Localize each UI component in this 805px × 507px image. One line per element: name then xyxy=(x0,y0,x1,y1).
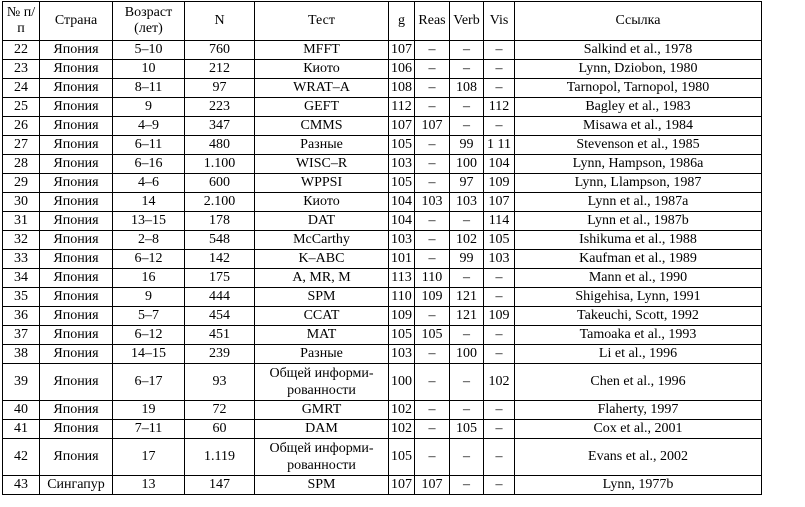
cell-test: Разные xyxy=(255,345,389,364)
cell-ref: Bagley et al., 1983 xyxy=(515,98,762,117)
cell-test: SPM xyxy=(255,476,389,495)
cell-n: 480 xyxy=(185,136,255,155)
cell-verb: – xyxy=(450,41,484,60)
cell-num: 24 xyxy=(3,79,40,98)
cell-reas: 105 xyxy=(415,326,450,345)
cell-g: 107 xyxy=(389,476,415,495)
cell-n: 1.100 xyxy=(185,155,255,174)
cell-g: 100 xyxy=(389,364,415,401)
cell-ref: Mann et al., 1990 xyxy=(515,269,762,288)
cell-country: Япония xyxy=(40,420,113,439)
cell-country: Япония xyxy=(40,98,113,117)
header-vis: Vis xyxy=(484,2,515,41)
cell-test: MAT xyxy=(255,326,389,345)
cell-g: 109 xyxy=(389,307,415,326)
cell-g: 103 xyxy=(389,345,415,364)
cell-reas: – xyxy=(415,60,450,79)
cell-country: Япония xyxy=(40,250,113,269)
cell-test: DAT xyxy=(255,212,389,231)
cell-vis: – xyxy=(484,41,515,60)
cell-vis: 112 xyxy=(484,98,515,117)
cell-test: CMMS xyxy=(255,117,389,136)
cell-n: 239 xyxy=(185,345,255,364)
cell-age: 6–12 xyxy=(113,250,185,269)
cell-age: 19 xyxy=(113,401,185,420)
table-row xyxy=(3,364,762,401)
cell-reas: – xyxy=(415,41,450,60)
table-row xyxy=(3,41,762,60)
cell-age: 14 xyxy=(113,193,185,212)
cell-reas: 110 xyxy=(415,269,450,288)
cell-ref: Lynn, 1977b xyxy=(515,476,762,495)
cell-reas: – xyxy=(415,212,450,231)
cell-age: 2–8 xyxy=(113,231,185,250)
cell-test: McCarthy xyxy=(255,231,389,250)
cell-verb: 103 xyxy=(450,193,484,212)
cell-verb: – xyxy=(450,326,484,345)
cell-num: 41 xyxy=(3,420,40,439)
cell-verb: 121 xyxy=(450,307,484,326)
cell-num: 26 xyxy=(3,117,40,136)
cell-n: 1.119 xyxy=(185,439,255,476)
cell-n: 2.100 xyxy=(185,193,255,212)
cell-test: Киото xyxy=(255,60,389,79)
cell-test: K–ABC xyxy=(255,250,389,269)
header-num: № п/п xyxy=(3,2,40,41)
cell-g: 105 xyxy=(389,136,415,155)
cell-ref: Kaufman et al., 1989 xyxy=(515,250,762,269)
header-verb: Verb xyxy=(450,2,484,41)
table-body xyxy=(3,41,762,495)
cell-num: 28 xyxy=(3,155,40,174)
cell-vis: – xyxy=(484,439,515,476)
cell-test: DAM xyxy=(255,420,389,439)
cell-ref: Li et al., 1996 xyxy=(515,345,762,364)
cell-test: MFFT xyxy=(255,41,389,60)
cell-test: CCAT xyxy=(255,307,389,326)
cell-g: 105 xyxy=(389,174,415,193)
cell-num: 22 xyxy=(3,41,40,60)
cell-country: Япония xyxy=(40,193,113,212)
cell-vis: – xyxy=(484,420,515,439)
cell-age: 6–12 xyxy=(113,326,185,345)
cell-age: 16 xyxy=(113,269,185,288)
cell-country: Япония xyxy=(40,307,113,326)
cell-verb: 121 xyxy=(450,288,484,307)
table-row xyxy=(3,174,762,193)
header-reas: Reas xyxy=(415,2,450,41)
cell-country: Япония xyxy=(40,326,113,345)
cell-verb: 105 xyxy=(450,420,484,439)
cell-age: 8–11 xyxy=(113,79,185,98)
cell-ref: Shigehisa, Lynn, 1991 xyxy=(515,288,762,307)
cell-verb: – xyxy=(450,476,484,495)
cell-reas: – xyxy=(415,364,450,401)
cell-vis: – xyxy=(484,269,515,288)
cell-test: GMRT xyxy=(255,401,389,420)
cell-age: 14–15 xyxy=(113,345,185,364)
cell-vis: – xyxy=(484,476,515,495)
cell-ref: Ishikuma et al., 1988 xyxy=(515,231,762,250)
cell-ref: Evans et al., 2002 xyxy=(515,439,762,476)
cell-verb: – xyxy=(450,212,484,231)
cell-num: 23 xyxy=(3,60,40,79)
cell-n: 72 xyxy=(185,401,255,420)
cell-g: 103 xyxy=(389,231,415,250)
cell-ref: Chen et al., 1996 xyxy=(515,364,762,401)
cell-test: SPM xyxy=(255,288,389,307)
cell-n: 93 xyxy=(185,364,255,401)
cell-num: 29 xyxy=(3,174,40,193)
cell-country: Япония xyxy=(40,269,113,288)
cell-num: 30 xyxy=(3,193,40,212)
cell-country: Япония xyxy=(40,439,113,476)
cell-reas: – xyxy=(415,174,450,193)
cell-country: Япония xyxy=(40,79,113,98)
cell-vis: 109 xyxy=(484,307,515,326)
cell-ref: Lynn et al., 1987a xyxy=(515,193,762,212)
cell-n: 454 xyxy=(185,307,255,326)
cell-reas: – xyxy=(415,401,450,420)
table-row xyxy=(3,326,762,345)
cell-g: 113 xyxy=(389,269,415,288)
header-row xyxy=(3,2,762,41)
cell-reas: 107 xyxy=(415,117,450,136)
cell-g: 110 xyxy=(389,288,415,307)
cell-vis: 114 xyxy=(484,212,515,231)
cell-verb: – xyxy=(450,269,484,288)
cell-ref: Takeuchi, Scott, 1992 xyxy=(515,307,762,326)
cell-age: 4–9 xyxy=(113,117,185,136)
table-row xyxy=(3,439,762,476)
cell-country: Япония xyxy=(40,41,113,60)
cell-g: 102 xyxy=(389,420,415,439)
cell-country: Япония xyxy=(40,364,113,401)
header-ref: Ссылка xyxy=(515,2,762,41)
cell-verb: 102 xyxy=(450,231,484,250)
cell-n: 600 xyxy=(185,174,255,193)
cell-vis: 1 11 xyxy=(484,136,515,155)
cell-vis: 102 xyxy=(484,364,515,401)
cell-age: 13 xyxy=(113,476,185,495)
cell-reas: – xyxy=(415,345,450,364)
cell-g: 102 xyxy=(389,401,415,420)
cell-ref: Flaherty, 1997 xyxy=(515,401,762,420)
cell-age: 6–16 xyxy=(113,155,185,174)
cell-reas: – xyxy=(415,98,450,117)
cell-test: Общей информи-рованности xyxy=(255,439,389,476)
cell-n: 212 xyxy=(185,60,255,79)
cell-verb: 100 xyxy=(450,345,484,364)
cell-age: 10 xyxy=(113,60,185,79)
cell-num: 32 xyxy=(3,231,40,250)
table-row xyxy=(3,307,762,326)
cell-n: 548 xyxy=(185,231,255,250)
cell-ref: Stevenson et al., 1985 xyxy=(515,136,762,155)
cell-num: 40 xyxy=(3,401,40,420)
cell-n: 175 xyxy=(185,269,255,288)
cell-country: Япония xyxy=(40,117,113,136)
cell-country: Япония xyxy=(40,155,113,174)
cell-reas: 109 xyxy=(415,288,450,307)
cell-g: 105 xyxy=(389,439,415,476)
header-test: Тест xyxy=(255,2,389,41)
cell-reas: – xyxy=(415,231,450,250)
table-row xyxy=(3,250,762,269)
cell-g: 107 xyxy=(389,117,415,136)
cell-age: 9 xyxy=(113,288,185,307)
cell-g: 105 xyxy=(389,326,415,345)
cell-num: 31 xyxy=(3,212,40,231)
cell-num: 39 xyxy=(3,364,40,401)
cell-verb: – xyxy=(450,60,484,79)
cell-vis: – xyxy=(484,79,515,98)
cell-ref: Cox et al., 2001 xyxy=(515,420,762,439)
cell-ref: Lynn, Hampson, 1986a xyxy=(515,155,762,174)
cell-age: 13–15 xyxy=(113,212,185,231)
table-row xyxy=(3,231,762,250)
cell-age: 9 xyxy=(113,98,185,117)
cell-n: 97 xyxy=(185,79,255,98)
cell-reas: 107 xyxy=(415,476,450,495)
cell-ref: Tarnopol, Tarnopol, 1980 xyxy=(515,79,762,98)
cell-g: 108 xyxy=(389,79,415,98)
cell-country: Сингапур xyxy=(40,476,113,495)
cell-ref: Lynn, Dziobon, 1980 xyxy=(515,60,762,79)
table-row xyxy=(3,269,762,288)
table-row xyxy=(3,117,762,136)
cell-verb: 99 xyxy=(450,136,484,155)
cell-ref: Tamoaka et al., 1993 xyxy=(515,326,762,345)
cell-test: WISC–R xyxy=(255,155,389,174)
header-country: Страна xyxy=(40,2,113,41)
cell-n: 347 xyxy=(185,117,255,136)
table-row xyxy=(3,476,762,495)
cell-ref: Misawa et al., 1984 xyxy=(515,117,762,136)
cell-n: 147 xyxy=(185,476,255,495)
table-row xyxy=(3,98,762,117)
cell-g: 104 xyxy=(389,193,415,212)
cell-reas: – xyxy=(415,155,450,174)
cell-vis: 103 xyxy=(484,250,515,269)
cell-verb: – xyxy=(450,117,484,136)
cell-test: Киото xyxy=(255,193,389,212)
header-g: g xyxy=(389,2,415,41)
table-container xyxy=(2,1,762,495)
cell-verb: – xyxy=(450,439,484,476)
cell-country: Япония xyxy=(40,401,113,420)
cell-reas: – xyxy=(415,307,450,326)
cell-test: WPPSI xyxy=(255,174,389,193)
cell-num: 33 xyxy=(3,250,40,269)
cell-country: Япония xyxy=(40,345,113,364)
table-row xyxy=(3,60,762,79)
cell-country: Япония xyxy=(40,136,113,155)
cell-n: 60 xyxy=(185,420,255,439)
cell-vis: 109 xyxy=(484,174,515,193)
cell-ref: Lynn, Llampson, 1987 xyxy=(515,174,762,193)
table-header xyxy=(3,2,762,41)
cell-num: 37 xyxy=(3,326,40,345)
iq-studies-table xyxy=(2,1,762,495)
table-row xyxy=(3,420,762,439)
cell-num: 25 xyxy=(3,98,40,117)
cell-reas: – xyxy=(415,439,450,476)
cell-verb: 100 xyxy=(450,155,484,174)
cell-reas: – xyxy=(415,79,450,98)
cell-age: 4–6 xyxy=(113,174,185,193)
cell-reas: 103 xyxy=(415,193,450,212)
cell-n: 760 xyxy=(185,41,255,60)
cell-n: 223 xyxy=(185,98,255,117)
cell-test: Общей информи-рованности xyxy=(255,364,389,401)
cell-verb: 99 xyxy=(450,250,484,269)
cell-verb: – xyxy=(450,401,484,420)
cell-verb: – xyxy=(450,364,484,401)
table-row xyxy=(3,401,762,420)
header-age: Возраст (лет) xyxy=(113,2,185,41)
cell-verb: 97 xyxy=(450,174,484,193)
cell-ref: Salkind et al., 1978 xyxy=(515,41,762,60)
cell-num: 42 xyxy=(3,439,40,476)
cell-reas: – xyxy=(415,136,450,155)
table-row xyxy=(3,155,762,174)
cell-age: 5–10 xyxy=(113,41,185,60)
cell-g: 107 xyxy=(389,41,415,60)
cell-num: 27 xyxy=(3,136,40,155)
cell-verb: – xyxy=(450,98,484,117)
table-row xyxy=(3,212,762,231)
cell-test: WRAT–A xyxy=(255,79,389,98)
cell-test: GEFT xyxy=(255,98,389,117)
cell-country: Япония xyxy=(40,174,113,193)
cell-age: 5–7 xyxy=(113,307,185,326)
cell-g: 103 xyxy=(389,155,415,174)
cell-age: 6–17 xyxy=(113,364,185,401)
cell-num: 43 xyxy=(3,476,40,495)
cell-num: 38 xyxy=(3,345,40,364)
table-row xyxy=(3,79,762,98)
cell-vis: – xyxy=(484,401,515,420)
cell-num: 35 xyxy=(3,288,40,307)
cell-age: 7–11 xyxy=(113,420,185,439)
cell-g: 106 xyxy=(389,60,415,79)
table-row xyxy=(3,136,762,155)
cell-vis: 104 xyxy=(484,155,515,174)
cell-n: 178 xyxy=(185,212,255,231)
cell-vis: – xyxy=(484,60,515,79)
cell-reas: – xyxy=(415,250,450,269)
cell-n: 142 xyxy=(185,250,255,269)
cell-country: Япония xyxy=(40,60,113,79)
cell-country: Япония xyxy=(40,231,113,250)
cell-reas: – xyxy=(415,420,450,439)
cell-age: 6–11 xyxy=(113,136,185,155)
cell-n: 451 xyxy=(185,326,255,345)
header-n: N xyxy=(185,2,255,41)
table-row xyxy=(3,288,762,307)
cell-country: Япония xyxy=(40,212,113,231)
cell-test: Разные xyxy=(255,136,389,155)
cell-g: 101 xyxy=(389,250,415,269)
cell-vis: – xyxy=(484,326,515,345)
cell-verb: 108 xyxy=(450,79,484,98)
table-row xyxy=(3,345,762,364)
table-row xyxy=(3,193,762,212)
cell-num: 36 xyxy=(3,307,40,326)
cell-g: 112 xyxy=(389,98,415,117)
cell-vis: – xyxy=(484,288,515,307)
cell-vis: 107 xyxy=(484,193,515,212)
cell-g: 104 xyxy=(389,212,415,231)
cell-test: A, MR, M xyxy=(255,269,389,288)
cell-vis: 105 xyxy=(484,231,515,250)
cell-age: 17 xyxy=(113,439,185,476)
cell-num: 34 xyxy=(3,269,40,288)
cell-country: Япония xyxy=(40,288,113,307)
cell-ref: Lynn et al., 1987b xyxy=(515,212,762,231)
cell-vis: – xyxy=(484,345,515,364)
cell-n: 444 xyxy=(185,288,255,307)
cell-vis: – xyxy=(484,117,515,136)
